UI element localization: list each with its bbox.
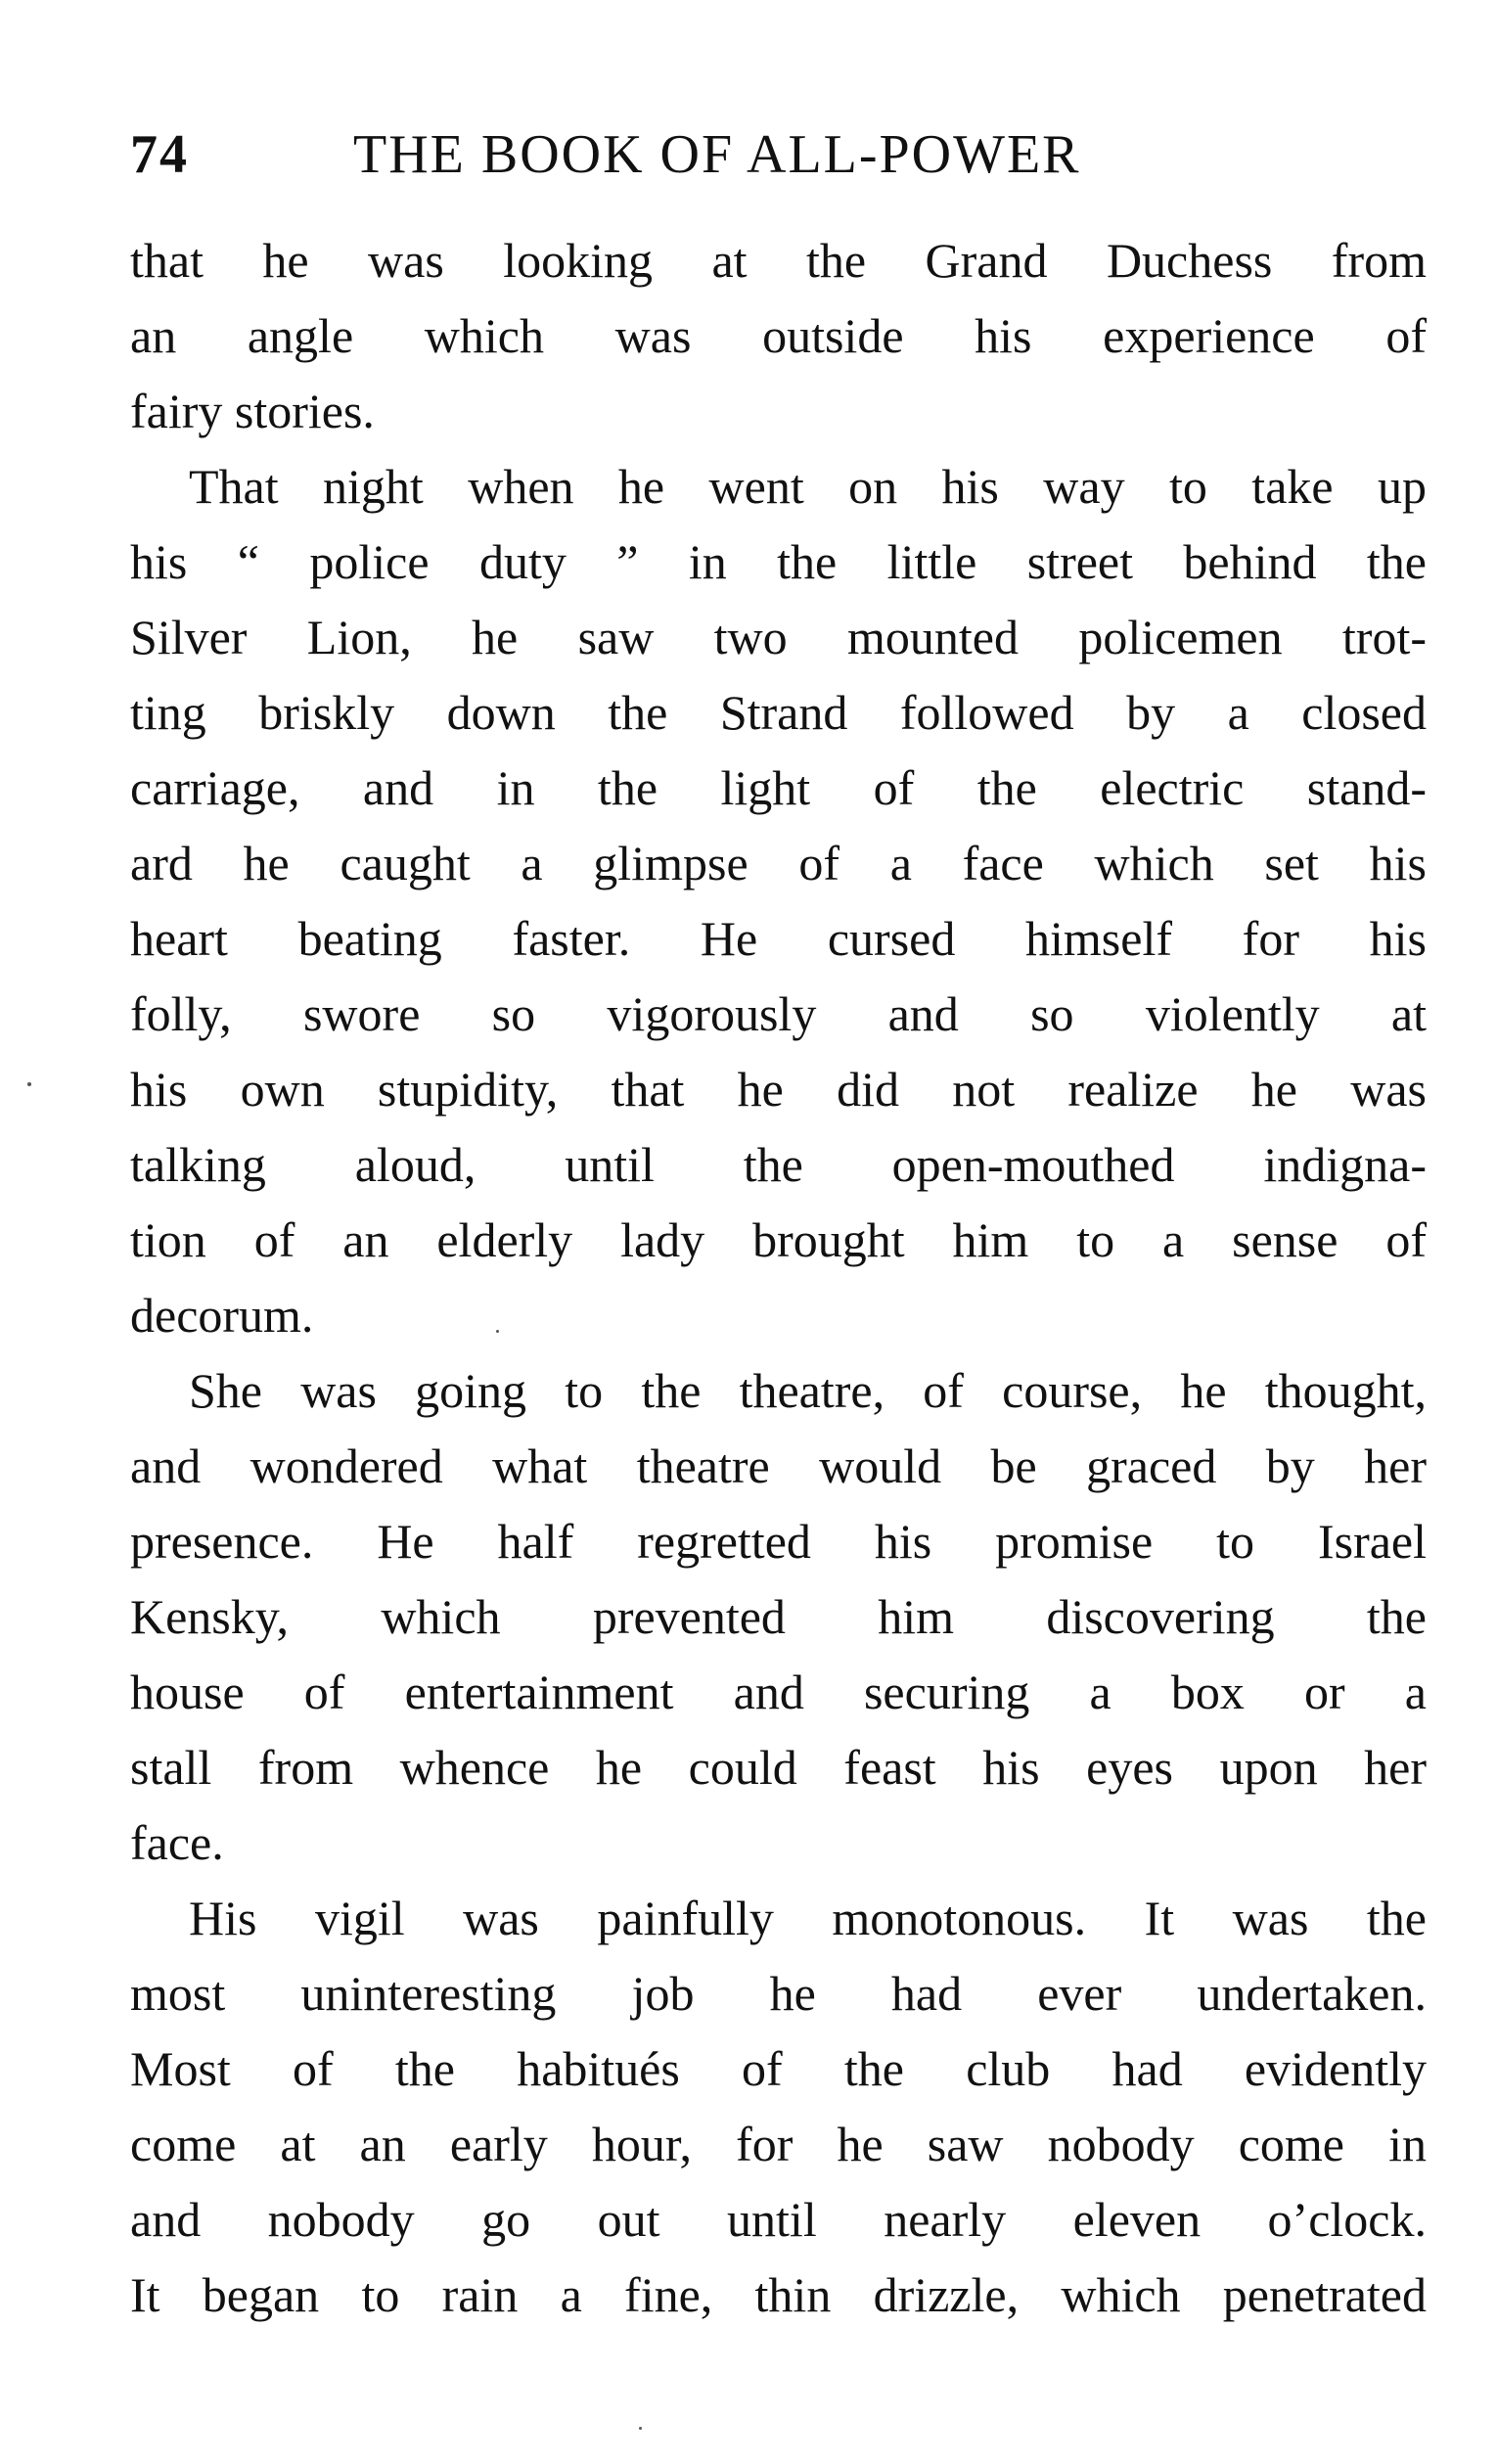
text-line-22: face. xyxy=(130,1815,224,1870)
text-line-11: folly, swore so vigorously and so violently at xyxy=(130,986,1427,1041)
text-line-18: presence. He half regretted his promise to Israel xyxy=(130,1514,1427,1569)
text-line-14: tion of an elderly lady brought him to a sense of xyxy=(130,1212,1427,1267)
text-line-10: heart beating faster. He cursed himself for his xyxy=(130,911,1427,966)
text-line-1: that he was looking at the Grand Duchess from xyxy=(130,233,1427,288)
text-line-19: Kensky, which prevented him discovering the xyxy=(130,1589,1427,1644)
text-line-15: decorum. xyxy=(130,1288,314,1343)
text-line-4: That night when he went on his way to take up xyxy=(189,459,1427,514)
page-number: 74 xyxy=(130,124,189,185)
text-line-16: She was going to the theatre, of course, he thought, xyxy=(189,1363,1427,1418)
text-line-17: and wondered what theatre would be graced by her xyxy=(130,1438,1427,1493)
text-line-28: It began to rain a fine, thin drizzle, which penetrated xyxy=(130,2267,1427,2322)
text-line-27: and nobody go out until nearly eleven o’clock. xyxy=(130,2192,1427,2247)
text-line-6: Silver Lion, he saw two mounted policemen trot- xyxy=(130,610,1427,664)
page-header xyxy=(130,115,1206,194)
running-head: THE BOOK OF ALL-POWER xyxy=(353,124,1081,185)
scan-speck xyxy=(27,1082,31,1086)
text-line-25: Most of the habitués of the club had evidently xyxy=(130,2041,1427,2096)
text-line-20: house of entertainment and securing a box or a xyxy=(130,1665,1427,1719)
scan-speck xyxy=(639,2427,642,2430)
text-line-3: fairy stories. xyxy=(130,384,375,438)
text-line-21: stall from whence he could feast his eyes upon her xyxy=(130,1740,1427,1795)
text-line-5: his “ police duty ” in the little street behind the xyxy=(130,534,1427,589)
text-line-9: ard he caught a glimpse of a face which set his xyxy=(130,836,1427,890)
text-line-23: His vigil was painfully monotonous. It was the xyxy=(189,1891,1427,1945)
text-line-8: carriage, and in the light of the electric stand- xyxy=(130,760,1427,815)
text-line-26: come at an early hour, for he saw nobody come in xyxy=(130,2117,1427,2171)
text-line-24: most uninteresting job he had ever undertaken. xyxy=(130,1966,1427,2021)
text-line-2: an angle which was outside his experience of xyxy=(130,308,1427,363)
scan-speck xyxy=(496,1330,499,1333)
text-line-7: ting briskly down the Strand followed by a closed xyxy=(130,685,1427,740)
text-line-13: talking aloud, until the open-mouthed indigna- xyxy=(130,1137,1427,1192)
text-line-12: his own stupidity, that he did not realize he was xyxy=(130,1062,1427,1117)
